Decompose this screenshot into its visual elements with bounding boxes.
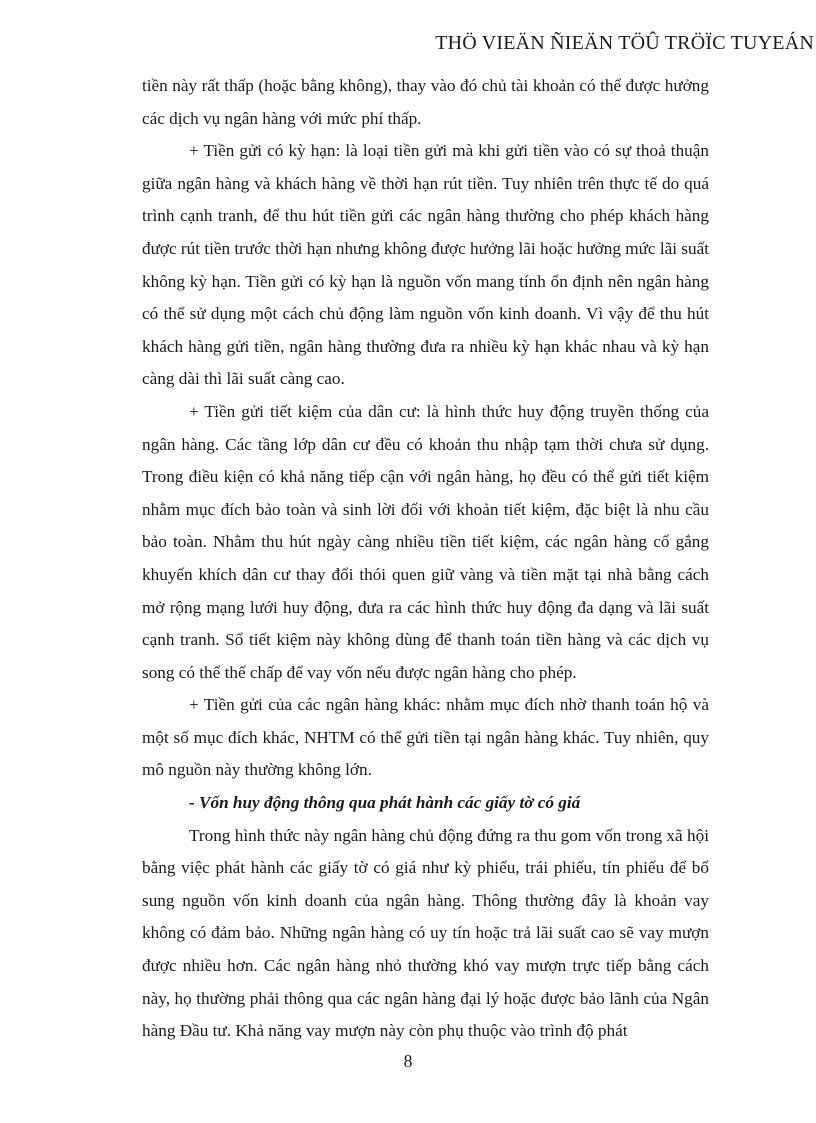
- section-heading: - Vốn huy động thông qua phát hành các giấy tờ có giá: [189, 793, 581, 813]
- paragraph-valuable-papers: Trong hình thức này ngân hàng chủ động đứng ra thu gom vốn trong xã hội bằng việc phát hành các giấy tờ có giá như kỳ phiếu, trái phiếu, tín phiếu để bổ sung nguồn vốn kinh doanh của ngân hàng. Thông thường đây là khoản vay không có đảm bảo. Những ngân hàng có uy tín hoặc trả lãi suất cao sẽ vay mượn được nhiều hơn. Các ngân hàng nhỏ thường khó vay mượn trực tiếp bằng cách này, họ thường phải thông qua các ngân hàng đại lý hoặc được bảo lãnh của Ngân hàng Đầu tư. Khả năng vay mượn này còn phụ thuộc vào trình độ phát: [142, 825, 709, 1041]
- document-body: [142, 70, 709, 1048]
- paragraph-continuation: tiền này rất thấp (hoặc bằng không), thay vào đó chủ tài khoản có thể được hưởng các dịch vụ ngân hàng với mức phí thấp.: [142, 76, 709, 128]
- page-number: 8: [403, 1051, 413, 1071]
- paragraph-term-deposit: + Tiền gửi có kỳ hạn: là loại tiền gửi mà khi gửi tiền vào có sự thoả thuận giữa ngân hàng và khách hàng về thời hạn rút tiền. Tuy nhiên trên thực tế do quá trình cạnh tranh, để thu hút tiền gửi các ngân hàng thường cho phép khách hàng được rút tiền trước thời hạn nhưng không được hưởng lãi hoặc hưởng mức lãi suất không kỳ hạn. Tiền gửi có kỳ hạn là nguồn vốn mang tính ổn định nên ngân hàng có thể sử dụng một cách chủ động làm nguồn vốn kinh doanh. Vì vậy để thu hút khách hàng gửi tiền, ngân hàng thường đưa ra nhiều kỳ hạn khác nhau và kỳ hạn càng dài thì lãi suất càng cao.: [142, 141, 709, 389]
- paragraph-interbank-deposit: + Tiền gửi của các ngân hàng khác: nhằm mục đích nhờ thanh toán hộ và một số mục đích khác, NHTM có thể gửi tiền tại ngân hàng khác. Tuy nhiên, quy mô nguồn này thường không lớn.: [142, 695, 709, 780]
- paragraph-savings-deposit: + Tiền gửi tiết kiệm của dân cư: là hình thức huy động truyền thống của ngân hàng. Các tầng lớp dân cư đều có khoản thu nhập tạm thời chưa sử dụng. Trong điều kiện có khả năng tiếp cận với ngân hàng, họ đều có thể gửi tiết kiệm nhằm mục đích bảo toàn và sinh lời đối với khoản tiết kiệm, đặc biệt là nhu cầu bảo toàn. Nhằm thu hút ngày càng nhiều tiền tiết kiệm, các ngân hàng cố gắng khuyến khích dân cư thay đổi thói quen giữ vàng và tiền mặt tại nhà bằng cách mở rộng mạng lưới huy động, đưa ra các hình thức huy động đa dạng và lãi suất cạnh tranh. Sổ tiết kiệm này không dùng để thanh toán tiền hàng và các dịch vụ song có thể thế chấp để vay vốn nếu được ngân hàng cho phép.: [142, 401, 709, 682]
- site-watermark: THÖ VIEÄN ÑIEÄN TÖÛ TRÖÏC TUYEÁN: [435, 32, 814, 54]
